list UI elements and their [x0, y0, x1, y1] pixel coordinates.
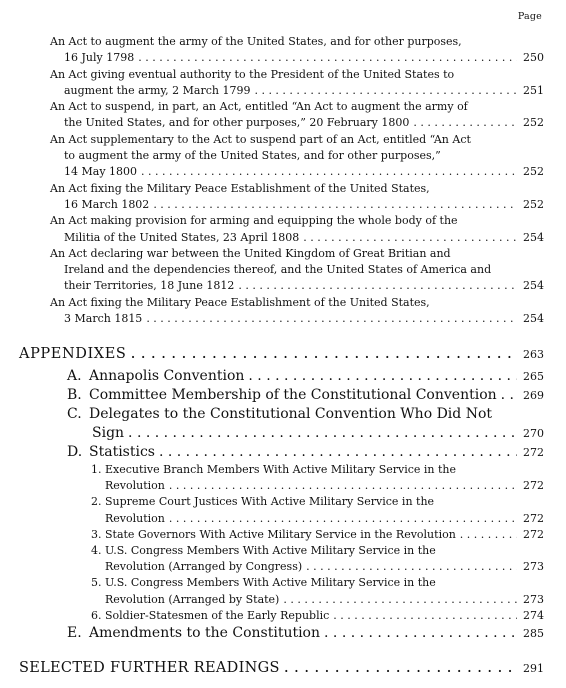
page-number: 252 — [523, 197, 544, 211]
entry-title-line: the United States, and for other purposes,” 20 February 1800 — [64, 116, 410, 130]
dot-leader — [153, 197, 517, 213]
page-number: 272 — [523, 527, 544, 541]
appendix-list — [67, 367, 544, 643]
page-number: 273 — [523, 560, 544, 574]
appendix-letter: C. — [67, 406, 82, 422]
item-number: 6. — [91, 608, 102, 622]
dot-leader — [333, 608, 517, 624]
entry-title-line: Revolution (Arranged by Congress) — [105, 560, 303, 574]
dot-leader — [460, 527, 517, 543]
entry-title-line: Ireland and the dependencies thereof, and the United States of America and — [64, 263, 492, 277]
appendix-title: Statistics — [89, 444, 155, 460]
dot-leader — [306, 559, 517, 575]
page-number: 263 — [523, 348, 544, 361]
entry-title-line: 3 March 1815 — [64, 312, 143, 326]
toc-entry-statistic[interactable] — [91, 527, 544, 543]
entry-title-line: An Act fixing the Military Peace Establishment of the United States, — [50, 295, 430, 309]
appendix-letter: E. — [67, 625, 82, 642]
item-number: 2. — [91, 495, 102, 509]
page-number: 273 — [523, 592, 544, 606]
dot-leader — [283, 592, 517, 608]
entry-title-line: 16 March 1802 — [64, 197, 150, 211]
appendix-title: Delegates to the Constitutional Convention Who Did Not — [89, 406, 492, 422]
dot-leader — [159, 443, 517, 462]
dot-leader — [169, 511, 517, 527]
toc-entry-statistic[interactable] — [91, 494, 544, 526]
item-number: 5. — [91, 576, 102, 590]
entry-title-line: Executive Branch Members With Active Military Service in the — [105, 463, 457, 476]
entry-title-line: An Act to suspend, in part, an Act, entitled “An Act to augment the army of — [50, 100, 468, 114]
entry-title-line: Revolution — [105, 511, 165, 525]
page-number: 291 — [523, 662, 544, 675]
toc-entry-act[interactable] — [50, 246, 544, 295]
entry-title-line: An Act supplementary to the Act to suspend part of an Act, entitled “An Act — [50, 132, 471, 146]
item-number: 1. — [91, 463, 102, 476]
page-number: 285 — [523, 627, 544, 641]
dot-leader — [248, 367, 517, 386]
toc-entry-act[interactable] — [50, 34, 544, 67]
entry-title-line: Militia of the United States, 23 April 1808 — [64, 230, 300, 244]
dot-leader — [128, 424, 517, 443]
appendix-title: Annapolis Convention — [89, 368, 245, 384]
dot-leader — [238, 278, 517, 294]
toc-entry-act[interactable] — [50, 181, 544, 214]
page-number: 252 — [523, 116, 544, 130]
dot-leader — [284, 657, 517, 676]
toc-entry-appendix-c[interactable] — [67, 405, 544, 443]
dot-leader — [324, 624, 517, 643]
entry-title-line: Soldier-Statesmen of the Early Republic — [105, 608, 330, 622]
toc-entry-further-readings[interactable] — [19, 657, 544, 676]
toc-entry-act[interactable] — [50, 132, 544, 181]
entry-title-line: An Act making provision for arming and equipping the whole body of the — [50, 214, 458, 228]
entry-title-line: An Act fixing the Military Peace Establishment of the United States, — [50, 181, 430, 195]
appendix-letter: A. — [67, 368, 82, 384]
page-number: 274 — [523, 608, 544, 622]
page-number: 270 — [523, 427, 544, 440]
toc-entry-appendixes[interactable] — [19, 343, 544, 362]
appendix-letter: D. — [67, 444, 83, 460]
item-number: 4. — [91, 544, 102, 558]
section-title: APPENDIXES — [19, 346, 127, 362]
toc-entry-act[interactable] — [50, 99, 544, 132]
entry-title-line: 14 May 1800 — [64, 165, 138, 179]
entry-title-line: their Territories, 18 June 1812 — [64, 279, 235, 293]
page-number: 251 — [523, 83, 544, 97]
dot-leader — [169, 478, 517, 494]
toc-entry-appendix-b[interactable] — [67, 386, 544, 405]
appendix-title: Committee Membership of the Constitutional Convention — [89, 387, 497, 403]
toc-entry-act[interactable] — [50, 295, 544, 328]
toc-entry-act[interactable] — [50, 213, 544, 246]
page-number: 272 — [523, 511, 544, 525]
entry-title-line: U.S. Congress Members With Active Military Service in the — [105, 544, 436, 558]
page-number: 272 — [523, 446, 544, 459]
entry-title-line: An Act to augment the army of the United States, and for other purposes, — [50, 35, 462, 48]
page-number: 252 — [523, 165, 544, 179]
dot-leader — [146, 311, 517, 327]
section-title: SELECTED FURTHER READINGS — [19, 660, 280, 676]
entry-title-line: An Act declaring war between the United Kingdom of Great Britian and — [50, 246, 451, 260]
page-number: 269 — [523, 389, 544, 402]
toc-entry-statistic[interactable] — [91, 543, 544, 575]
appendix-title: Sign — [92, 425, 125, 441]
toc-entry-appendix-e[interactable] — [67, 624, 544, 643]
entry-title-line: Supreme Court Justices With Active Military Service in the — [105, 495, 435, 509]
entry-title-line: 16 July 1798 — [64, 51, 135, 65]
toc-entry-act[interactable] — [50, 67, 544, 100]
entry-title-line: Revolution — [105, 479, 165, 493]
page-number: 265 — [523, 370, 544, 383]
entry-title-line: State Governors With Active Military Service in the Revolution — [105, 527, 456, 541]
page-number: 254 — [523, 279, 544, 293]
entry-title-line: Revolution (Arranged by State) — [105, 592, 280, 606]
page-number: 272 — [523, 479, 544, 493]
dot-leader — [501, 386, 517, 405]
entry-title-line: to augment the army of the United States, and for other purposes,” — [64, 149, 441, 163]
acts-list — [50, 34, 544, 327]
dot-leader — [141, 164, 517, 180]
toc-entry-statistic[interactable] — [91, 608, 544, 624]
toc-entry-statistic[interactable] — [91, 462, 544, 494]
page-number: 250 — [523, 51, 544, 65]
dot-leader — [254, 83, 517, 99]
page-number: 254 — [523, 312, 544, 326]
toc-entry-appendix-d[interactable] — [67, 443, 544, 462]
dot-leader — [130, 343, 517, 362]
entry-title-line: An Act giving eventual authority to the President of the United States to — [50, 67, 455, 81]
statistics-sublist — [91, 462, 544, 624]
dot-leader — [303, 230, 517, 246]
entry-title-line: U.S. Congress Members With Active Military Service in the — [105, 576, 436, 590]
dot-leader — [138, 50, 517, 66]
dot-leader — [413, 115, 517, 131]
item-number: 3. — [91, 527, 102, 541]
toc-entry-appendix-a[interactable] — [67, 367, 544, 386]
page-column-label: Page — [517, 11, 542, 22]
toc-entry-statistic[interactable] — [91, 575, 544, 607]
page-number: 254 — [523, 230, 544, 244]
appendix-letter: B. — [67, 387, 82, 403]
entry-title-line: augment the army, 2 March 1799 — [64, 83, 251, 97]
appendix-title: Amendments to the Constitution — [89, 625, 321, 642]
